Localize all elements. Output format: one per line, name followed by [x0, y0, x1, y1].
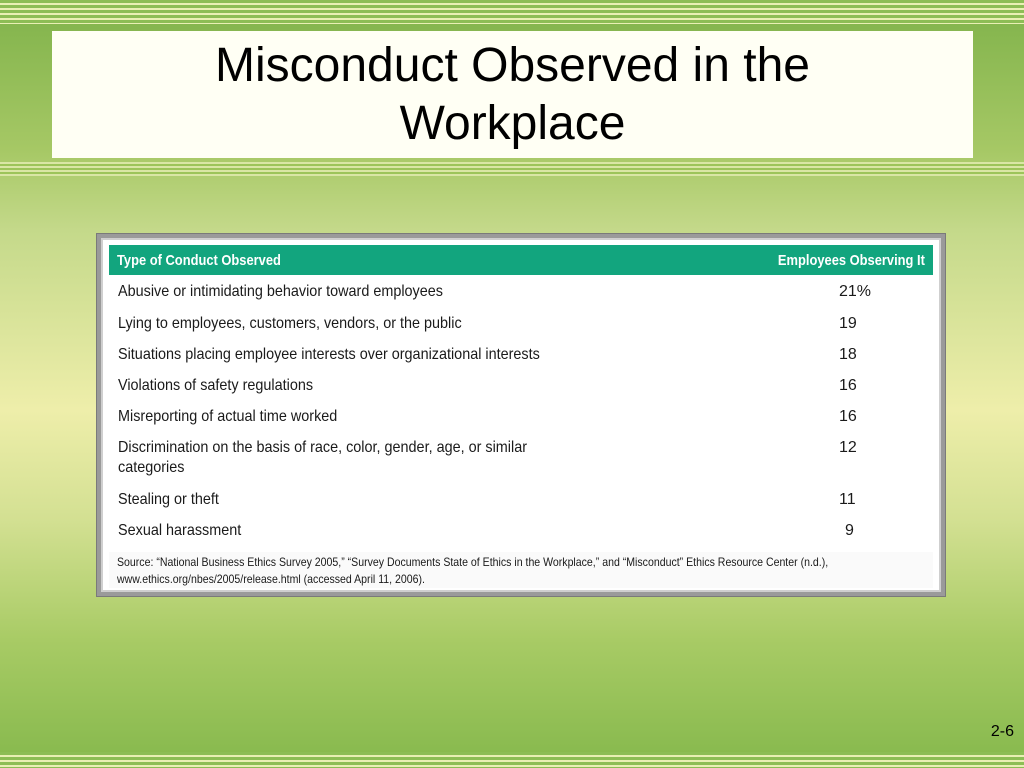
row-value: 16 [839, 408, 857, 425]
table-row [109, 521, 933, 552]
header-conduct-type: Type of Conduct Observed [117, 251, 281, 269]
bottom-decorative-stripe [0, 752, 1024, 768]
table-row [109, 376, 933, 407]
row-label: Misreporting of actual time worked [118, 408, 338, 425]
table-frame [96, 233, 946, 597]
row-label: Lying to employees, customers, vendors, or the public [118, 315, 462, 332]
table-row [109, 314, 933, 345]
page-number: 2-6 [990, 723, 1014, 740]
source-text: Source: “National Business Ethics Survey 2005,” “Survey Documents State of Ethics in the Workplace,” and “Misconduct” Ethics Resource Center (n.d.), www.ethics.org/nbes/2005/release.html (accessed April 11, 2006). [117, 555, 829, 586]
row-value: 12 [839, 439, 857, 456]
table-header [109, 245, 933, 275]
table-row [109, 277, 933, 314]
row-label: Sexual harassment [118, 522, 242, 539]
title-divider-stripe [0, 162, 1024, 176]
slide-title: Misconduct Observed in the Workplace [215, 38, 810, 150]
row-label: Discrimination on the basis of race, color, gender, age, or similar categories [118, 439, 527, 476]
row-label: Stealing or theft [118, 491, 219, 508]
header-employees-observing: Employees Observing It [778, 251, 925, 269]
title-box [52, 31, 973, 158]
row-value: 9 [845, 522, 854, 539]
row-value: 18 [839, 346, 857, 363]
row-value: 19 [839, 315, 857, 332]
top-decorative-stripe [0, 0, 1024, 24]
table-source-note [109, 552, 933, 588]
table-row [109, 490, 933, 521]
row-label: Abusive or intimidating behavior toward employees [118, 283, 443, 300]
row-value: 11 [839, 491, 856, 508]
row-label: Violations of safety regulations [118, 377, 314, 394]
table-row [109, 345, 933, 376]
table-rows [109, 277, 933, 552]
row-value: 21% [839, 283, 872, 300]
table-row [109, 438, 933, 490]
row-value: 16 [839, 377, 857, 394]
row-label: Situations placing employee interests over organizational interests [118, 346, 540, 363]
table-row [109, 407, 933, 438]
misconduct-table [101, 238, 941, 592]
